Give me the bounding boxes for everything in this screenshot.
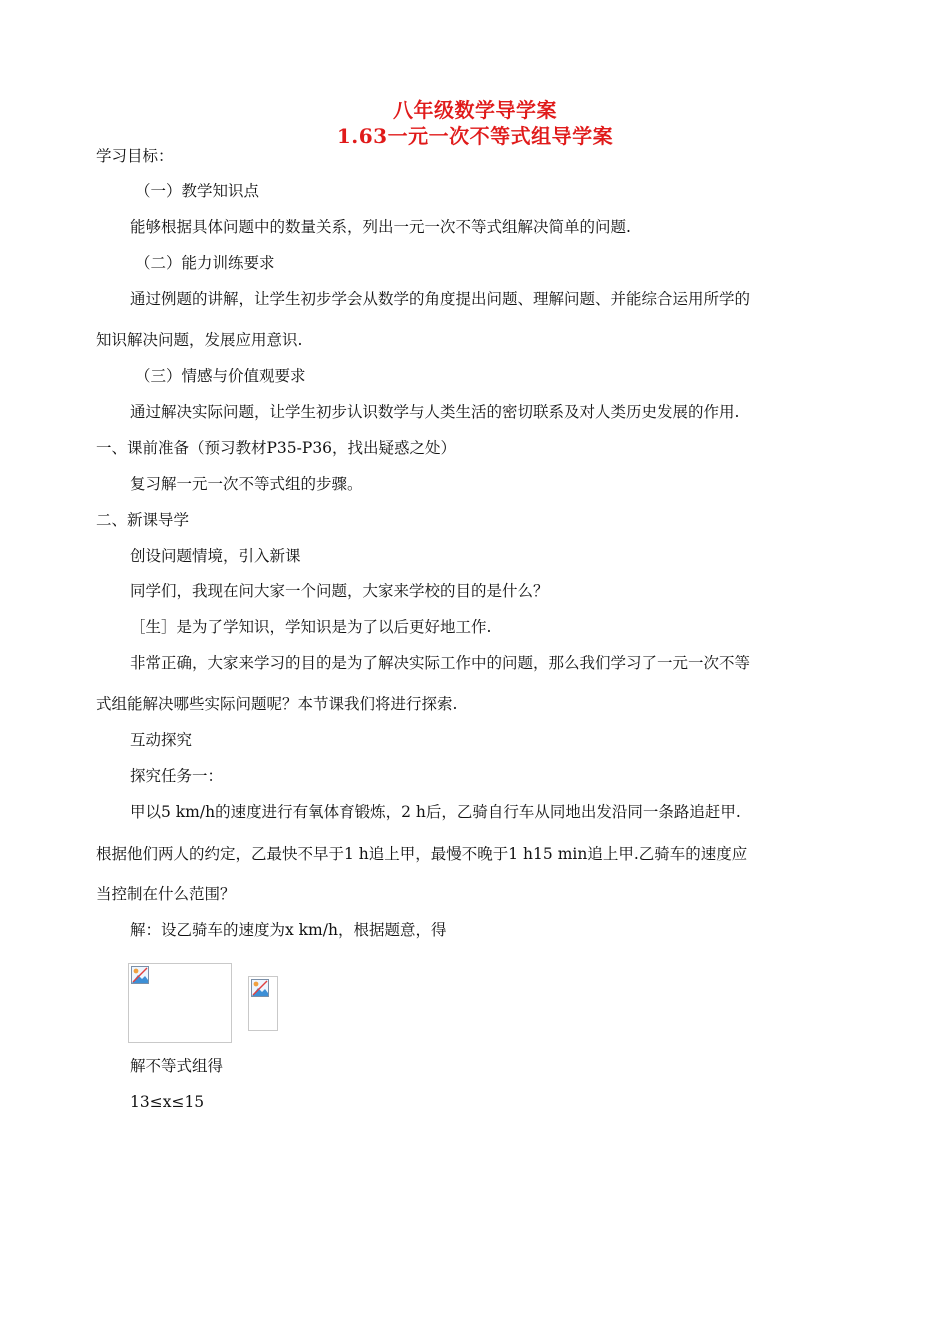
- broken-image-icon: [251, 979, 269, 997]
- new-lesson-heading: 二、新课导学: [96, 511, 190, 529]
- answer-text: 13≤x≤15: [130, 1093, 205, 1111]
- question-text: 同学们，我现在问大家一个问题，大家来学校的目的是什么？: [130, 582, 549, 600]
- prep-text: 复习解一元一次不等式组的步骤。: [130, 475, 363, 493]
- task-one-heading: 探究任务一：: [130, 767, 224, 785]
- problem-text-2: 根据他们两人的约定，乙最快不早于1 h追上甲，最慢不晚于1 h15 min追上甲.乙骑车的速度应: [96, 845, 748, 863]
- knowledge-heading: （一）教学知识点: [135, 182, 260, 200]
- interactive-heading: 互动探究: [130, 731, 193, 749]
- solution-image: [248, 976, 278, 1031]
- ability-text-2: 知识解决问题，发展应用意识.: [96, 331, 303, 349]
- document-title: 八年级数学导学案: [393, 98, 557, 122]
- solution-text: 解：设乙骑车的速度为x km/h，根据题意，得: [130, 921, 447, 939]
- knowledge-text: 能够根据具体问题中的数量关系，列出一元一次不等式组解决简单的问题.: [130, 218, 631, 236]
- objectives-heading: 学习目标：: [96, 147, 174, 165]
- ability-text-1: 通过例题的讲解，让学生初步学会从数学的角度提出问题、理解问题、并能综合运用所学的: [130, 290, 751, 308]
- ability-heading: （二）能力训练要求: [135, 254, 275, 272]
- response-text-2: 式组能解决哪些实际问题呢？本节课我们将进行探索.: [96, 695, 458, 713]
- response-text-1: 非常正确，大家来学习的目的是为了解决实际工作中的问题，那么我们学习了一元一次不等: [130, 654, 751, 672]
- emotion-heading: （三）情感与价值观要求: [135, 367, 306, 385]
- lesson-title: 1.63一元一次不等式组导学案: [336, 124, 614, 148]
- student-answer: ［生］是为了学知识，学知识是为了以后更好地工作.: [130, 618, 492, 636]
- inequality-system-image: [128, 963, 232, 1043]
- problem-text-3: 当控制在什么范围？: [96, 885, 236, 903]
- solve-text: 解不等式组得: [130, 1057, 224, 1075]
- scenario-text: 创设问题情境，引入新课: [130, 547, 301, 565]
- prep-heading: 一、课前准备（预习教材P35-P36，找出疑惑之处）: [96, 439, 457, 457]
- broken-image-icon: [131, 966, 149, 984]
- emotion-text: 通过解决实际问题，让学生初步认识数学与人类生活的密切联系及对人类历史发展的作用.: [130, 403, 740, 421]
- problem-text-1: 甲以5 km/h的速度进行有氧体育锻炼，2 h后，乙骑自行车从同地出发沿同一条路追赶甲.: [130, 803, 741, 821]
